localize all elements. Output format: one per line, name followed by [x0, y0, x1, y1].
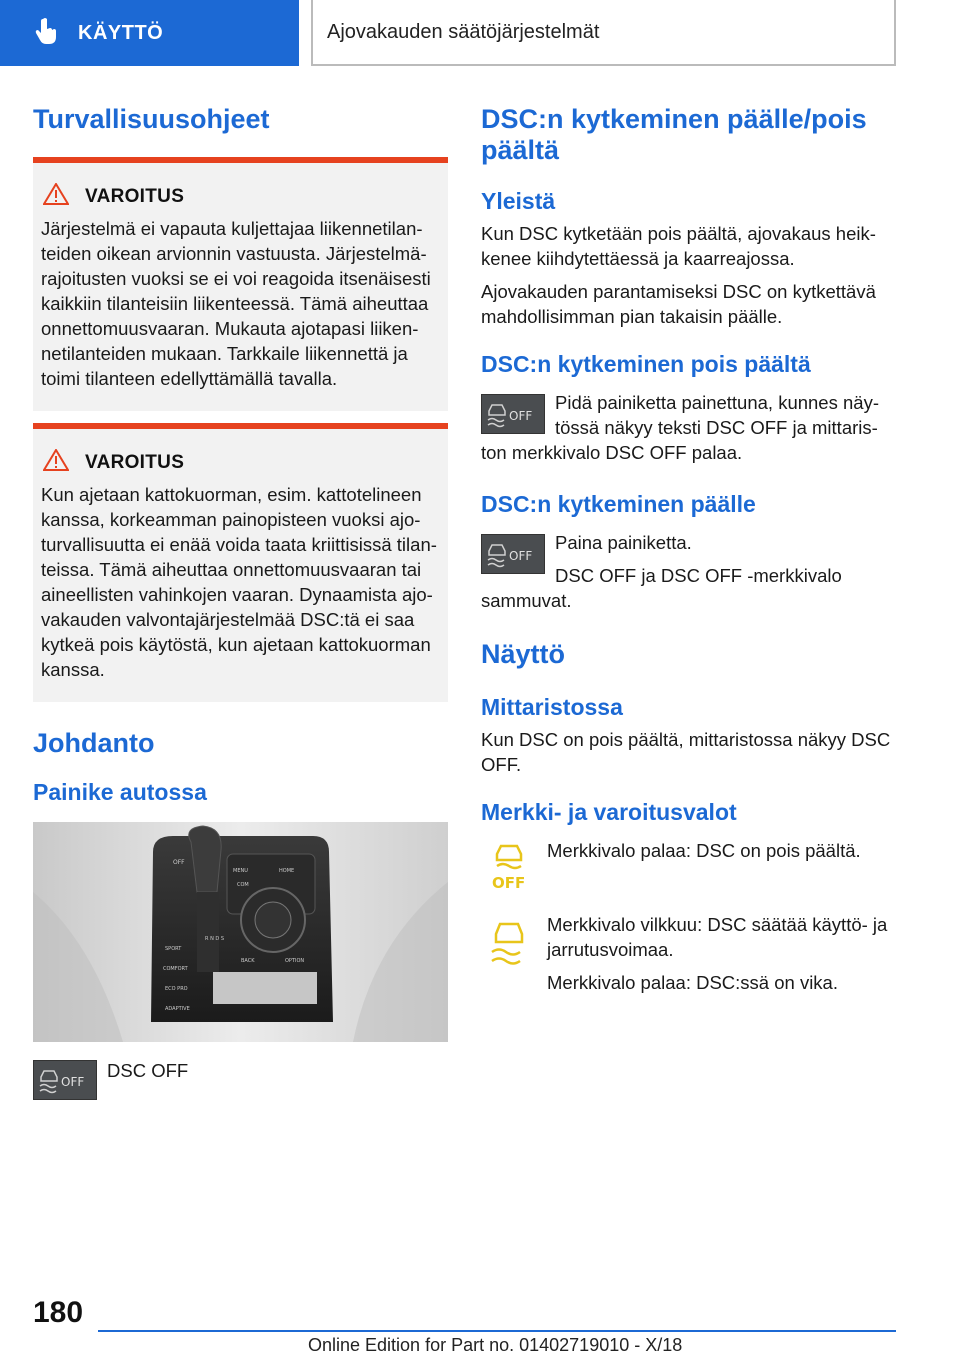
dsc-off-heading: DSC:n kytkeminen pois päältä: [481, 351, 811, 377]
cluster-text: Kun DSC on pois päältä, mittaristossa näkyy DSC OFF.: [481, 729, 891, 775]
page-number: 180: [33, 1296, 84, 1329]
console-label-home: HOME: [279, 868, 295, 874]
dsc-off-button-icon: [481, 394, 545, 434]
edition-text: Online Edition for Part no. 01402719010 - X/18: [308, 1335, 683, 1355]
dsc-on-instruction: [481, 530, 896, 613]
icon-off-text: OFF: [509, 549, 533, 563]
warning-text: Kun ajetaan kattokuorman, esim. kattotelineen kanssa, korkeamman painopisteen vuoksi ajo-turvallisuutta ei enää voida taata kriittisissä tilan-teissa. Tämä aiheuttaa onnettomuusvaaran tai aineellisten vahinkojen vaaran. Dynaamista ajo-vakauden valvontajärjestelmää DSC:tä ei saa kytkeä pois käytöstä, kun ajetaan kattokuorman kanssa.: [41, 484, 437, 680]
warning-triangle-icon: [43, 183, 85, 210]
indicator-row-1: [481, 838, 896, 892]
warning-title: VAROITUS: [85, 451, 185, 473]
warning-text: Järjestelmä ei vapauta kuljettajaa liikennetilan-teiden oikean arvionnin vastuusta. Järjestelmä-rajoitusten vuoksi se ei voi reagoida itsenäisesti kaikkiin tilanteisiin liikenteessä. Tämä aiheuttaa onnettomuusvaaran. Mukauta ajotapasi liiken-netilanteiden mukaan. Tarkkaile liikennettä ja toimi tilanteen edellyttämällä tavalla.: [41, 218, 431, 389]
console-label-com: COM: [237, 882, 249, 888]
dsc-button-caption: DSC OFF: [107, 1060, 189, 1081]
dsc-off-indicator-icon: [481, 838, 537, 892]
section-title: Ajovakauden säätöjärjestelmät: [327, 20, 600, 43]
icon-off-text: OFF: [61, 1075, 85, 1089]
dsc-on-heading: DSC:n kytkeminen päälle: [481, 491, 756, 517]
warning-box-1: [33, 157, 448, 411]
general-heading: Yleistä: [481, 188, 556, 214]
console-label-option: OPTION: [285, 958, 305, 964]
warning-title: VAROITUS: [85, 185, 185, 207]
indicator-off-text: OFF: [492, 874, 526, 892]
indicator-row-2: [481, 912, 896, 995]
console-label-comfort: COMFORT: [163, 966, 188, 972]
display-heading: Näyttö: [481, 639, 566, 669]
icon-off-text: OFF: [509, 409, 533, 423]
left-column: [33, 96, 448, 1100]
console-label-menu: MENU: [233, 868, 248, 874]
console-label-adaptive: ADAPTIVE: [165, 1006, 190, 1012]
center-console-image: [33, 822, 448, 1042]
dsc-off-button-icon: [33, 1060, 97, 1100]
lights-heading: Merkki- ja varoitusvalot: [481, 799, 737, 825]
dsc-off-instruction: [481, 390, 896, 465]
chapter-tab-label: KÄYTTÖ: [78, 21, 164, 44]
console-label-gear: R N D S: [205, 936, 225, 942]
dsc-switch-heading: DSC:n kytkeminen päälle/pois päältä: [481, 104, 867, 165]
indicator-2-texts: [547, 912, 896, 995]
dsc-active-indicator-icon: [481, 912, 537, 968]
console-label-back: BACK: [241, 958, 255, 964]
indicator-2-text-1: Merkkivalo vilkkuu: DSC säätää käyttö- ja jarrutusvoimaa.: [547, 914, 888, 960]
safety-heading: Turvallisuusohjeet: [33, 104, 270, 134]
warning-triangle-icon: [43, 449, 85, 476]
button-in-car-heading: Painike autossa: [33, 779, 207, 805]
section-header: [311, 0, 896, 66]
indicator-1-text: Merkkivalo palaa: DSC on pois päältä.: [547, 840, 861, 861]
console-label-off: OFF: [173, 859, 185, 866]
general-paragraph-2: Ajovakauden parantamiseksi DSC on kytkettävä mahdollisimman pian takaisin päälle.: [481, 281, 876, 327]
dsc-off-text: Pidä painiketta painettuna, kunnes näy-tössä näkyy teksti DSC OFF ja mittaris-ton merkkivalo DSC OFF palaa.: [481, 392, 879, 463]
page-header: [0, 0, 960, 66]
console-label-sport: SPORT: [165, 946, 182, 952]
general-paragraph-1: Kun DSC kytketään pois päältä, ajovakaus heik-kenee kiihdytettäessä ja kaarreajossa.: [481, 223, 876, 269]
dsc-off-button-icon: [481, 534, 545, 574]
dsc-on-text-1: Paina painiketta.: [555, 532, 692, 553]
dsc-button-caption-row: [33, 1060, 448, 1100]
right-column: [481, 96, 896, 995]
warning-header: [43, 183, 440, 210]
indicator-2-text-2: Merkkivalo palaa: DSC:ssä on vika.: [547, 972, 838, 993]
warning-box-2: [33, 423, 448, 702]
cluster-heading: Mittaristossa: [481, 694, 623, 720]
chapter-tab[interactable]: [0, 0, 299, 66]
warning-header: [43, 449, 440, 476]
dsc-on-text-2: DSC OFF ja DSC OFF -merkkivalo sammuvat.: [481, 565, 842, 611]
hand-pointer-icon: [34, 17, 60, 50]
intro-heading: Johdanto: [33, 728, 155, 758]
footer-divider: [98, 1330, 896, 1332]
console-label-eco: ECO PRO: [165, 986, 188, 992]
